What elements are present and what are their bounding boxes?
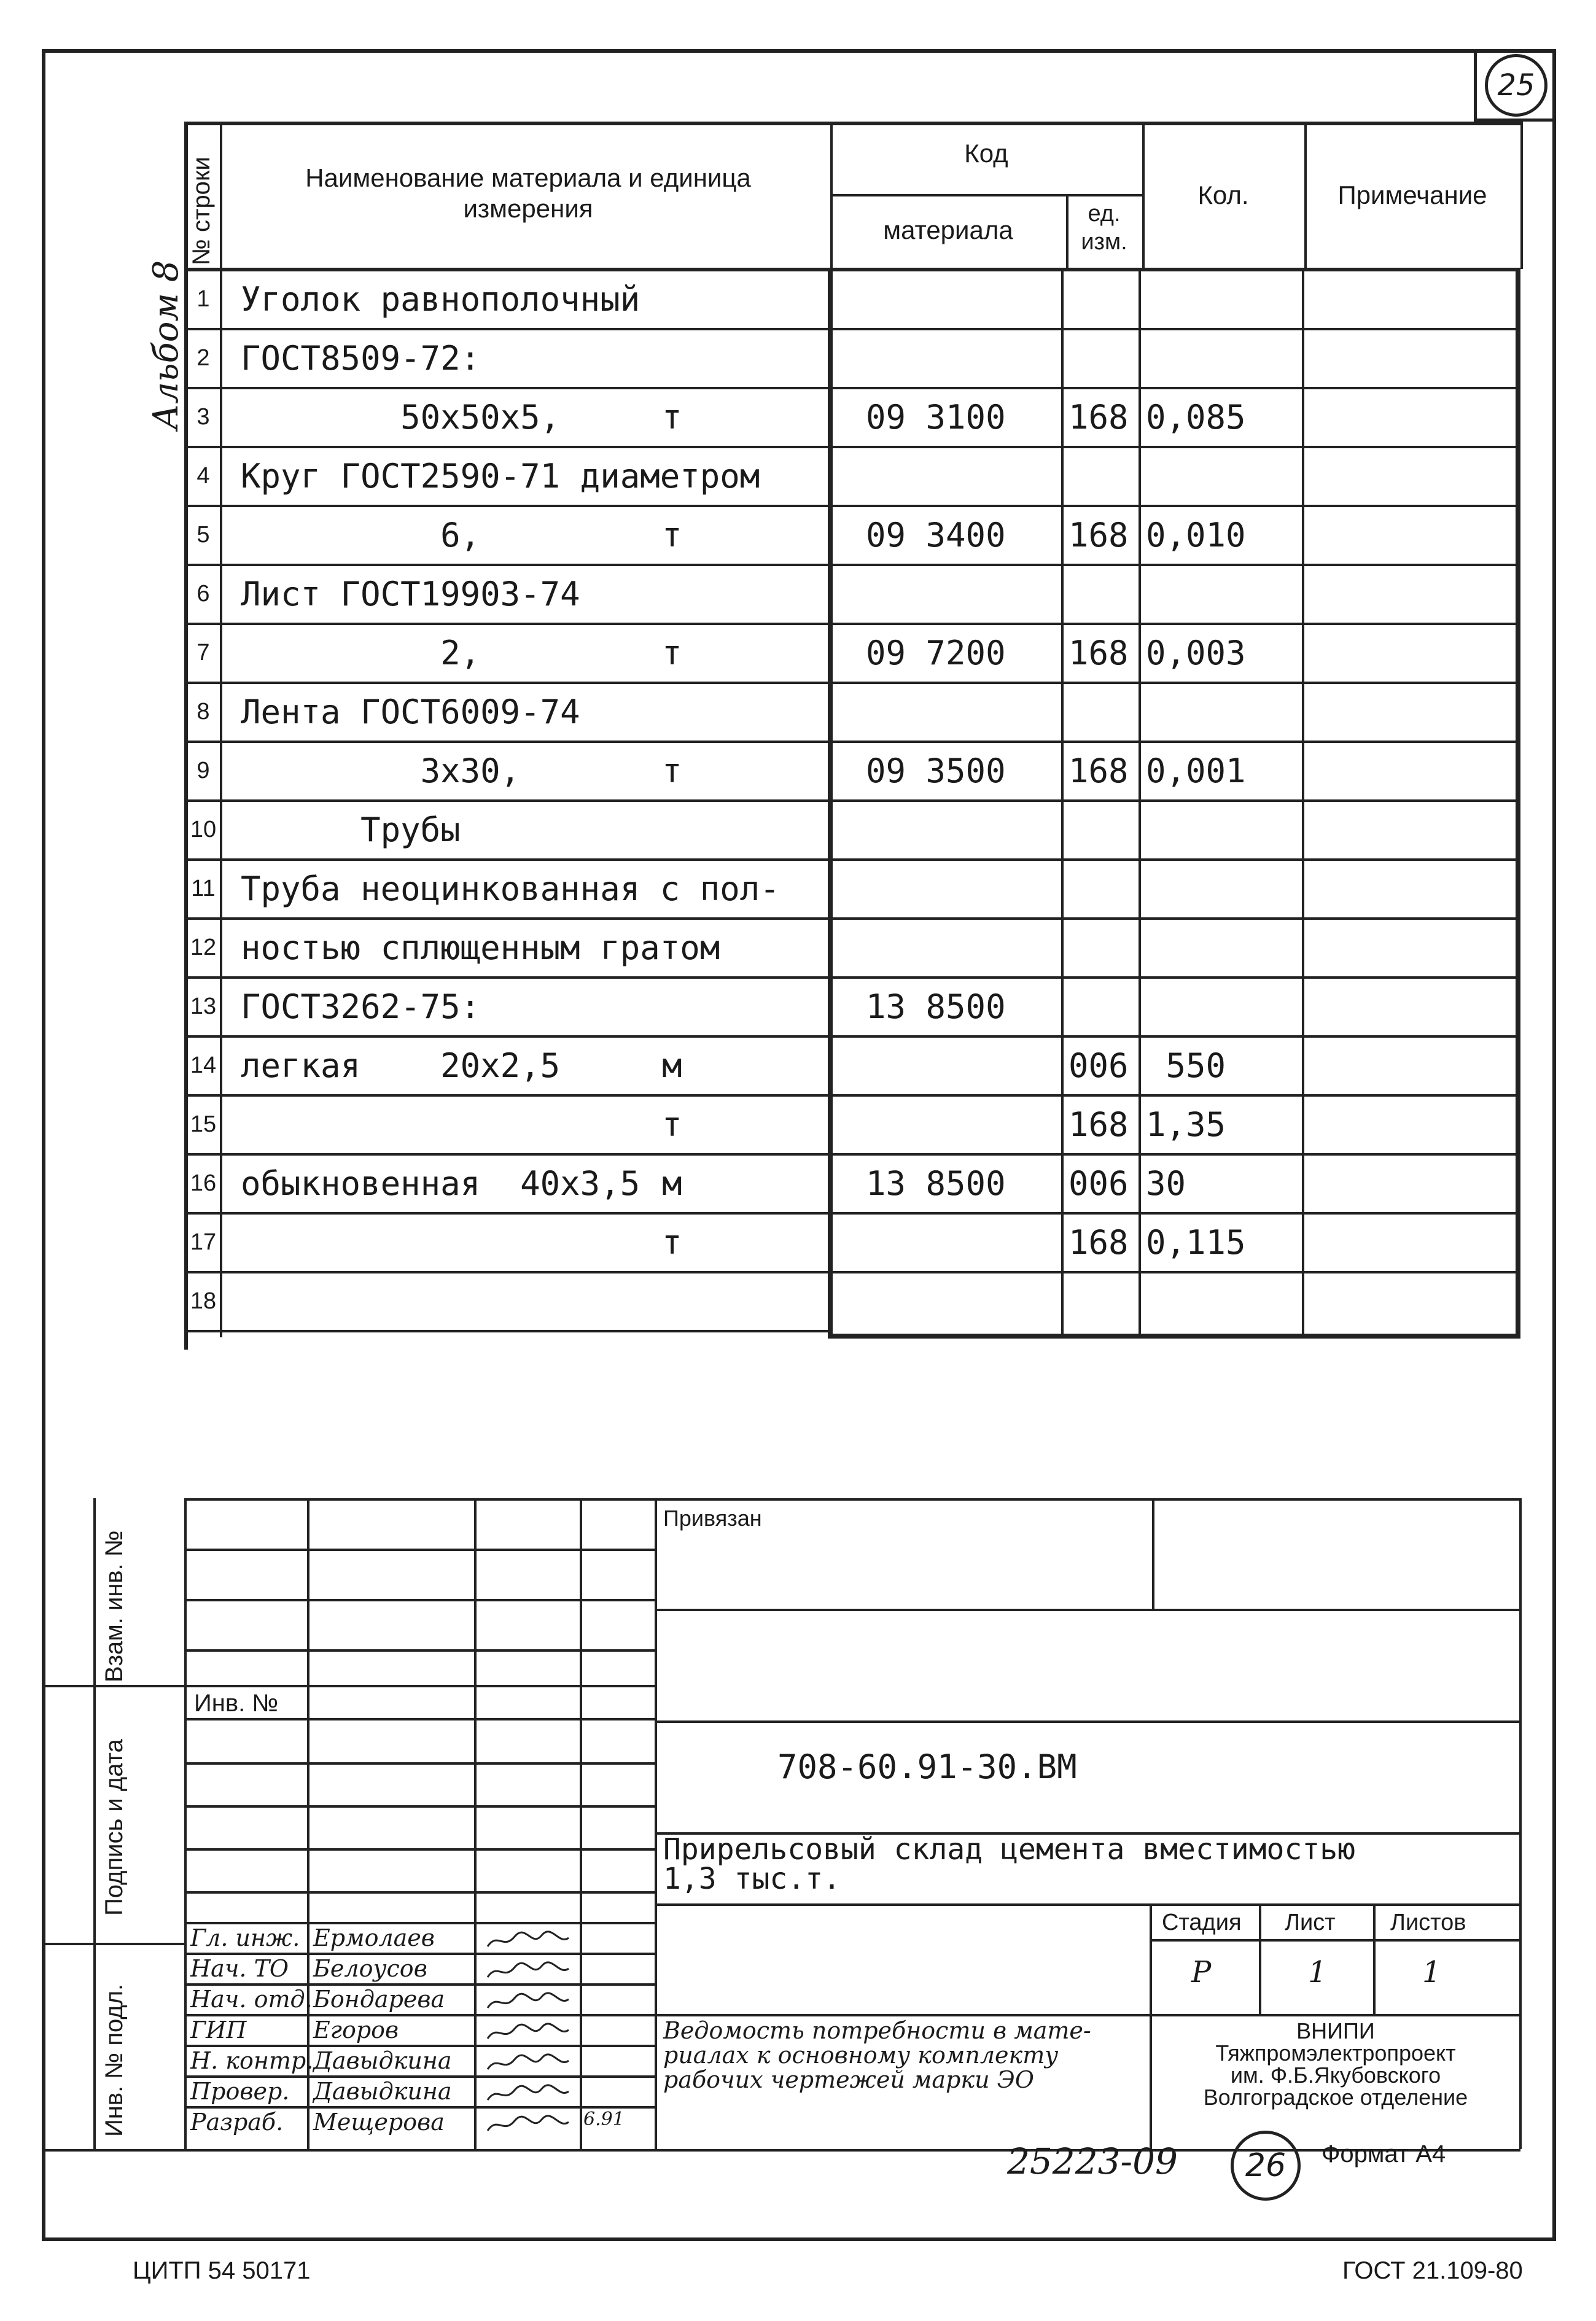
stamp-grid-line: [184, 2014, 655, 2016]
signature-scribble: [485, 2052, 571, 2074]
stamp-bottom-line: [42, 2149, 1520, 2152]
side-label-inv-original: Инв. № подл.: [101, 1983, 128, 2137]
quantity: 1,35: [1146, 1105, 1226, 1144]
row-divider: [184, 917, 830, 920]
row-number: 15: [190, 1111, 217, 1137]
stage-value: Р: [1191, 1955, 1212, 1989]
stamp-grid-line: [184, 1805, 655, 1808]
sheets-label: Листов: [1390, 1910, 1466, 1935]
row-divider: [830, 682, 1520, 684]
header-row-no: № строки: [188, 157, 215, 265]
row-divider: [830, 799, 1520, 802]
quantity: 30: [1146, 1164, 1186, 1203]
material-name: 50х50х5,: [241, 398, 561, 437]
row-divider: [830, 1153, 1520, 1156]
row-number: 12: [190, 935, 217, 960]
row-number: 10: [190, 817, 217, 842]
row-divider: [830, 741, 1520, 743]
row-number: 2: [197, 345, 210, 371]
unit: м: [662, 1164, 682, 1203]
unit-code: 168: [1069, 1223, 1129, 1262]
row-divider: [830, 1271, 1520, 1273]
row-divider: [830, 446, 1520, 448]
row-divider: [184, 505, 830, 507]
material-name: ГОСТ8509-72:: [241, 339, 481, 378]
material-name: Уголок равнополочный: [241, 280, 640, 319]
sheet-value: 1: [1308, 1955, 1327, 1989]
signatory-role: Нач. ТО: [190, 1955, 289, 1982]
row-divider: [830, 917, 1520, 920]
signatory-name: Егоров: [313, 2016, 399, 2043]
circled-number: 26: [1231, 2131, 1301, 2201]
material-name: ностью сплющенным гратом: [241, 928, 720, 967]
stamp-grid-line: [184, 1685, 655, 1687]
row-divider: [830, 505, 1520, 507]
signatory-name: Бондарева: [313, 1986, 445, 2013]
side-label-signature-date: Подпись и дата: [101, 1739, 128, 1916]
header-code: Код: [964, 139, 1008, 168]
material-name: Круг ГОСТ2590-71 диаметром: [241, 457, 760, 496]
row-divider: [830, 1094, 1520, 1097]
row-number: 1: [197, 286, 210, 312]
unit-code: 006: [1069, 1046, 1129, 1085]
quantity: 0,001: [1146, 752, 1246, 790]
signature-scribble: [485, 2113, 571, 2136]
unit: т: [662, 752, 682, 790]
document-title: Ведомость потребности в мате- риалах к основному комплекту рабочих чертежей марки ЭО: [663, 2017, 1091, 2093]
signatory-date: 6.91: [583, 2109, 625, 2130]
row-divider: [830, 387, 1520, 389]
material-name: 3х30,: [241, 752, 521, 790]
signature-scribble: [485, 2083, 571, 2105]
row-divider: [184, 564, 830, 566]
unit-code: 006: [1069, 1164, 1129, 1203]
material-name: Трубы: [241, 811, 461, 849]
quantity: 550: [1146, 1046, 1226, 1085]
row-divider: [184, 328, 830, 330]
material-code: 13 8500: [866, 1164, 1006, 1203]
stamp-grid-line: [184, 1891, 655, 1894]
row-divider: [830, 976, 1520, 979]
signatory-role: Разраб.: [190, 2109, 284, 2136]
material-name: ГОСТ3262-75:: [241, 987, 481, 1026]
project-title: Прирельсовый склад цемента вместимостью 1,3 тыс.т.: [663, 1832, 1356, 1896]
privyazan-label: Привязан: [663, 1506, 762, 1531]
header-code-material: материала: [883, 216, 1013, 244]
stamp-grid-line: [184, 1718, 655, 1720]
sheet-number: 25: [1485, 54, 1547, 117]
unit-code: 168: [1069, 1105, 1129, 1144]
header-qty: Кол.: [1197, 181, 1249, 209]
signature-scribble: [485, 1929, 571, 1951]
unit-code: 168: [1069, 398, 1129, 437]
signatory-name: Давыдкина: [313, 2047, 452, 2074]
row-number: 6: [197, 581, 210, 607]
row-divider: [184, 858, 830, 861]
signature-scribble: [485, 1960, 571, 1982]
row-number: 17: [190, 1229, 217, 1255]
footer-left: ЦИТП 54 50171: [133, 2257, 311, 2284]
material-name: Лист ГОСТ19903-74: [241, 575, 580, 613]
footer-right: ГОСТ 21.109-80: [1342, 2257, 1523, 2284]
sheet-label: Лист: [1285, 1910, 1336, 1935]
row-divider: [830, 1212, 1520, 1215]
unit-code: 168: [1069, 516, 1129, 554]
unit: т: [662, 1223, 682, 1262]
row-divider: [184, 682, 830, 684]
stage-label: Стадия: [1162, 1910, 1242, 1935]
designation: 708-60.91-30.ВМ: [777, 1748, 1077, 1786]
album-label: Альбом 8: [146, 260, 186, 430]
material-code: 09 3500: [866, 752, 1006, 790]
row-number: 11: [191, 876, 216, 901]
row-divider: [830, 623, 1520, 625]
stamp-grid-line: [184, 1649, 655, 1652]
row-divider: [184, 1212, 830, 1215]
row-divider: [184, 1330, 830, 1332]
signatory-name: Давыдкина: [313, 2078, 452, 2105]
row-number: 5: [197, 522, 210, 548]
organization: ВНИПИ Тяжпромэлектропроект им. Ф.Б.Якубовского Волгоградское отделение: [1203, 2018, 1468, 2110]
material-code: 13 8500: [866, 987, 1006, 1026]
stamp-grid-line: [184, 1762, 655, 1765]
sheets-value: 1: [1422, 1955, 1441, 1989]
row-divider: [184, 741, 830, 743]
row-divider: [830, 858, 1520, 861]
signatory-role: Н. контр.: [190, 2047, 314, 2074]
signatory-role: Гл. инж.: [190, 1924, 300, 1951]
material-code: 09 7200: [866, 634, 1006, 672]
row-divider: [184, 1271, 830, 1273]
row-divider: [184, 1094, 830, 1097]
unit-code: 168: [1069, 634, 1129, 672]
row-divider: [184, 446, 830, 448]
row-divider: [184, 623, 830, 625]
row-number: 13: [190, 993, 217, 1019]
signature-scribble: [485, 2021, 571, 2043]
row-divider: [184, 1035, 830, 1038]
material-name: Труба неоцинкованная с пол-: [241, 869, 780, 908]
row-number: 16: [190, 1170, 217, 1196]
material-name: обыкновенная 40х3,5: [241, 1164, 640, 1203]
row-number: 4: [197, 463, 210, 489]
unit: м: [662, 1046, 682, 1085]
row-divider: [184, 799, 830, 802]
row-divider: [830, 1035, 1520, 1038]
signatory-name: Белоусов: [313, 1955, 427, 1982]
signatory-name: Ермолаев: [313, 1924, 435, 1951]
quantity: 0,115: [1146, 1223, 1246, 1262]
inv-label: Инв. №: [194, 1690, 279, 1717]
signatory-role: Провер.: [190, 2078, 290, 2105]
quantity: 0,010: [1146, 516, 1246, 554]
material-name: 6,: [241, 516, 481, 554]
header-note: Примечание: [1337, 181, 1487, 209]
row-number: 8: [197, 699, 210, 725]
signatory-name: Мещерова: [313, 2109, 445, 2136]
unit-code: 168: [1069, 752, 1129, 790]
signatory-role: ГИП: [190, 2016, 247, 2043]
format-label: Формат А4: [1322, 2140, 1446, 2167]
stamp-grid-line: [184, 1848, 655, 1851]
material-name: легкая 20х2,5: [241, 1046, 561, 1085]
row-divider: [184, 387, 830, 389]
unit: т: [662, 1105, 682, 1144]
material-name: 2,: [241, 634, 481, 672]
quantity: 0,003: [1146, 634, 1246, 672]
stamp-grid-line: [184, 1549, 655, 1551]
unit: т: [662, 516, 682, 554]
unit: т: [662, 398, 682, 437]
row-number: 18: [190, 1288, 217, 1314]
quantity: 0,085: [1146, 398, 1246, 437]
header-name: Наименование материала и единица измерения: [305, 163, 751, 224]
unit: т: [662, 634, 682, 672]
row-divider: [830, 564, 1520, 566]
side-label-replace-inv: Взам. инв. №: [101, 1530, 128, 1682]
signatory-role: Нач. отд.: [190, 1986, 313, 2013]
row-divider: [184, 976, 830, 979]
stamp-grid-line: [184, 1599, 655, 1601]
row-number: 7: [197, 640, 210, 666]
row-number: 14: [190, 1052, 217, 1078]
row-number: 3: [197, 404, 210, 430]
material-name: Лента ГОСТ6009-74: [241, 693, 580, 731]
header-code-unit: ед. изм.: [1081, 201, 1127, 255]
signature-scribble: [485, 1991, 571, 2013]
material-code: 09 3100: [866, 398, 1006, 437]
row-divider: [830, 328, 1520, 330]
row-number: 9: [197, 758, 210, 783]
row-divider: [184, 1153, 830, 1156]
inventory-number: 25223-09: [1007, 2140, 1178, 2182]
material-code: 09 3400: [866, 516, 1006, 554]
